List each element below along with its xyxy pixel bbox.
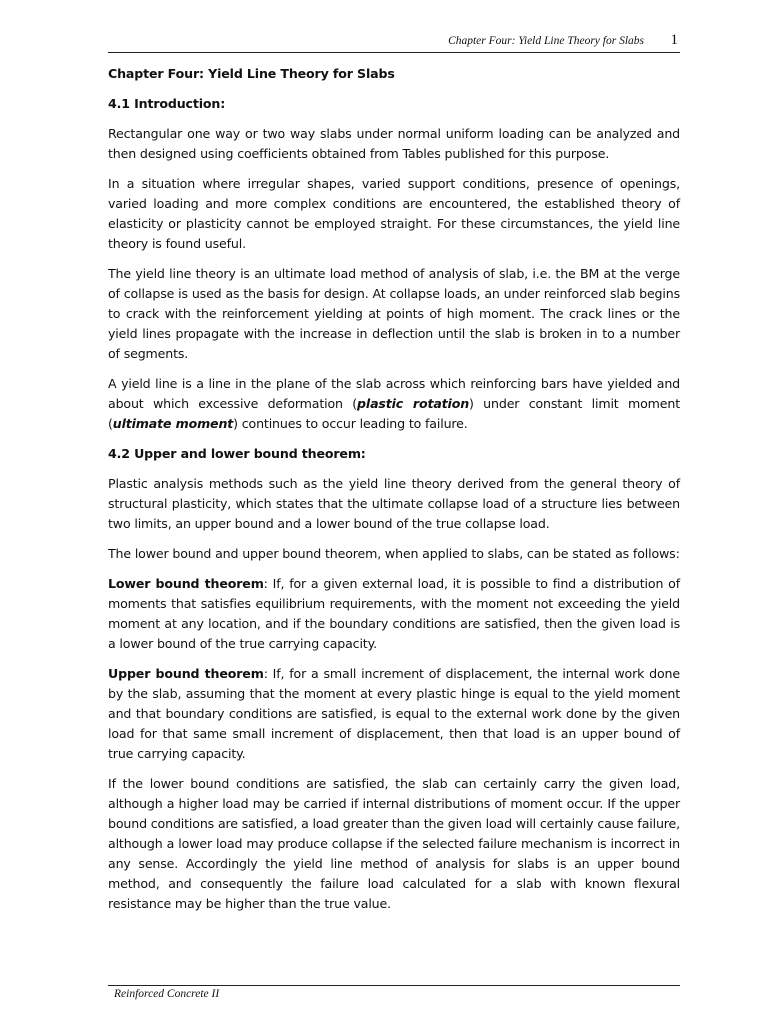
footer-course-title: Reinforced Concrete II [114, 988, 220, 1000]
running-header-title: Chapter Four: Yield Line Theory for Slabs [448, 35, 644, 47]
text-run: ) under constant limit moment ( [108, 396, 680, 431]
paragraph: If the lower bound conditions are satisfied, the slab can certainly carry the given load, although a higher load may be carried if internal distributions of moment occur. If the upper bound conditions are satisfied, a load greater than the given load will certainly cause failure, although a lower load may produce collapse if the selected failure mechanism is incorrect in any sense. Accordingly the yield line method of analysis for slabs is an upper bound method, and consequently the failure load calculated for a slab with known flexural resistance may be higher than the true value. [108, 776, 680, 911]
text-run: : If, for a given external load, it is possible to find a distribution of moments that satisfies equilibrium requirements, with the moment not exceeding the yield moment at any location, and if the boundary conditions are satisfied, then the given load is a lower bound of the true carrying capacity. [108, 576, 680, 651]
term-lower-bound-theorem: Lower bound theorem [108, 576, 264, 591]
term-plastic-rotation: plastic rotation [357, 396, 470, 411]
text-run: : If, for a small increment of displacement, the internal work done by the slab, assuming that the moment at every plastic hinge is equal to the yield moment and that boundary conditions are satisfied, is equal to the external work done by the given load for that same small increment of displacement, then that load is an upper bound of true carrying capacity. [108, 666, 680, 761]
section-heading-4-1: 4.1 Introduction: [108, 96, 226, 111]
paragraph-upper-bound [108, 664, 680, 764]
document-body [108, 64, 680, 924]
term-upper-bound-theorem: Upper bound theorem [108, 666, 264, 681]
chapter-title: Chapter Four: Yield Line Theory for Slabs [108, 66, 395, 81]
paragraph: Rectangular one way or two way slabs under normal uniform loading can be analyzed and then designed using coefficients obtained from Tables published for this purpose. [108, 126, 680, 161]
page-number: 1 [670, 32, 678, 48]
paragraph: In a situation where irregular shapes, varied support conditions, presence of openings, varied loading and more complex conditions are encountered, the established theory of elasticity or plasticity cannot be employed straight. For these circumstances, the yield line theory is found useful. [108, 176, 680, 251]
page-footer [108, 985, 680, 1000]
section-heading-4-2: 4.2 Upper and lower bound theorem: [108, 446, 366, 461]
paragraph-lower-bound [108, 574, 680, 654]
term-ultimate-moment: ultimate moment [112, 416, 234, 431]
paragraph: Plastic analysis methods such as the yield line theory derived from the general theory of structural plasticity, which states that the ultimate collapse load of a structure lies between two limits, an upper bound and a lower bound of the true collapse load. [108, 476, 680, 531]
text-run: ) continues to occur leading to failure. [233, 416, 468, 431]
text-run: A yield line is a line in the plane of the slab across which reinforcing bars have yielded and about which excessive deformation ( [108, 376, 680, 411]
paragraph: The lower bound and upper bound theorem, when applied to slabs, can be stated as follows: [108, 546, 680, 561]
page-header [108, 32, 680, 53]
paragraph-yield-line-definition [108, 374, 680, 434]
paragraph: The yield line theory is an ultimate load method of analysis of slab, i.e. the BM at the verge of collapse is used as the basis for design. At collapse loads, an under reinforced slab begins to crack with the reinforcement yielding at points of high moment. The crack lines or the yield lines propagate with the increase in deflection until the slab is broken in to a number of segments. [108, 266, 680, 361]
